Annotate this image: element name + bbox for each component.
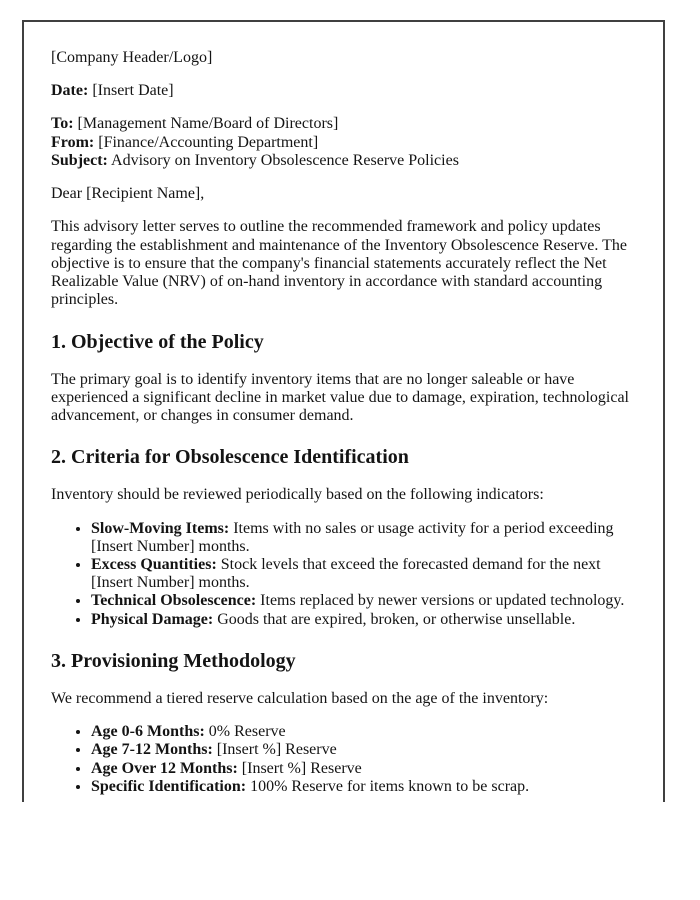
- to-value: [Management Name/Board of Directors]: [77, 115, 339, 133]
- subject-label: Subject:: [51, 151, 108, 169]
- bullet-item: [91, 760, 636, 778]
- section-body: We recommend a tiered reserve calculation based on the age of the inventory:: [51, 689, 549, 707]
- bullet-list: [51, 520, 636, 629]
- bullet-desc: Items with no sales or usage activity for a period exceeding [Insert Number] months.: [91, 519, 614, 555]
- bullet-term: Specific Identification:: [91, 777, 247, 795]
- date-value: [Insert Date]: [92, 82, 174, 100]
- subject-line: [51, 152, 636, 170]
- bullet-term: Age 0-6 Months:: [91, 723, 205, 741]
- bullet-term: Technical Obsolescence:: [91, 592, 257, 610]
- bullet-desc: [Insert %] Reserve: [241, 759, 362, 777]
- bullet-item: [91, 741, 636, 759]
- bullet-item: [91, 592, 636, 610]
- date-line: [51, 82, 636, 100]
- bullet-item: [91, 611, 636, 629]
- recipient-block: [51, 115, 636, 170]
- bullet-term: Age Over 12 Months:: [91, 759, 238, 777]
- bullet-term: Excess Quantities:: [91, 555, 217, 573]
- bullet-item: [91, 778, 636, 796]
- bullet-desc: Items replaced by newer versions or updated technology.: [260, 592, 625, 610]
- section-body: The primary goal is to identify inventory items that are no longer saleable or have experienced a significant decline in market value due to damage, expiration, technological advancement, or changes in consumer demand.: [51, 370, 629, 425]
- date-label: Date:: [51, 82, 89, 100]
- bullet-desc: 100% Reserve for items known to be scrap.: [250, 777, 530, 795]
- to-label: To:: [51, 115, 74, 133]
- section: [51, 331, 636, 426]
- bullet-desc: Goods that are expired, broken, or otherwise unsellable.: [217, 610, 576, 628]
- company-header-placeholder: [Company Header/Logo]: [51, 49, 213, 66]
- bullet-item: [91, 556, 636, 592]
- intro-paragraph: This advisory letter serves to outline the recommended framework and policy updates regarding the establishment and maintenance of the Inventory Obsolescence Reserve. The objective is to ensure that the company's financial statements accurately reflect the Net Realizable Value (NRV) of on-hand inventory in accordance with standard accounting principles.: [51, 218, 627, 309]
- sections: [51, 331, 636, 797]
- section-heading: 2. Criteria for Obsolescence Identification: [51, 446, 409, 469]
- to-line: [51, 115, 636, 133]
- from-line: [51, 134, 636, 152]
- bullet-item: [91, 520, 636, 556]
- bullet-term: Slow-Moving Items:: [91, 519, 230, 537]
- section: [51, 446, 636, 629]
- subject-value: Advisory on Inventory Obsolescence Reserve Policies: [111, 151, 459, 169]
- bullet-term: Physical Damage:: [91, 610, 214, 628]
- bullet-desc: [Insert %] Reserve: [216, 741, 337, 759]
- salutation: Dear [Recipient Name],: [51, 185, 205, 203]
- bullet-list: [51, 723, 636, 796]
- section: [51, 650, 636, 796]
- section-body: Inventory should be reviewed periodically based on the following indicators:: [51, 486, 544, 504]
- bullet-item: [91, 723, 636, 741]
- letter-page: [22, 20, 665, 802]
- section-heading: 1. Objective of the Policy: [51, 330, 264, 353]
- bullet-term: Age 7-12 Months:: [91, 741, 213, 759]
- bullet-desc: 0% Reserve: [208, 723, 286, 741]
- from-label: From:: [51, 133, 95, 151]
- bullet-desc: Stock levels that exceed the forecasted demand for the next [Insert Number] months.: [91, 555, 601, 592]
- section-heading: 3. Provisioning Methodology: [51, 649, 296, 672]
- from-value: [Finance/Accounting Department]: [98, 133, 319, 151]
